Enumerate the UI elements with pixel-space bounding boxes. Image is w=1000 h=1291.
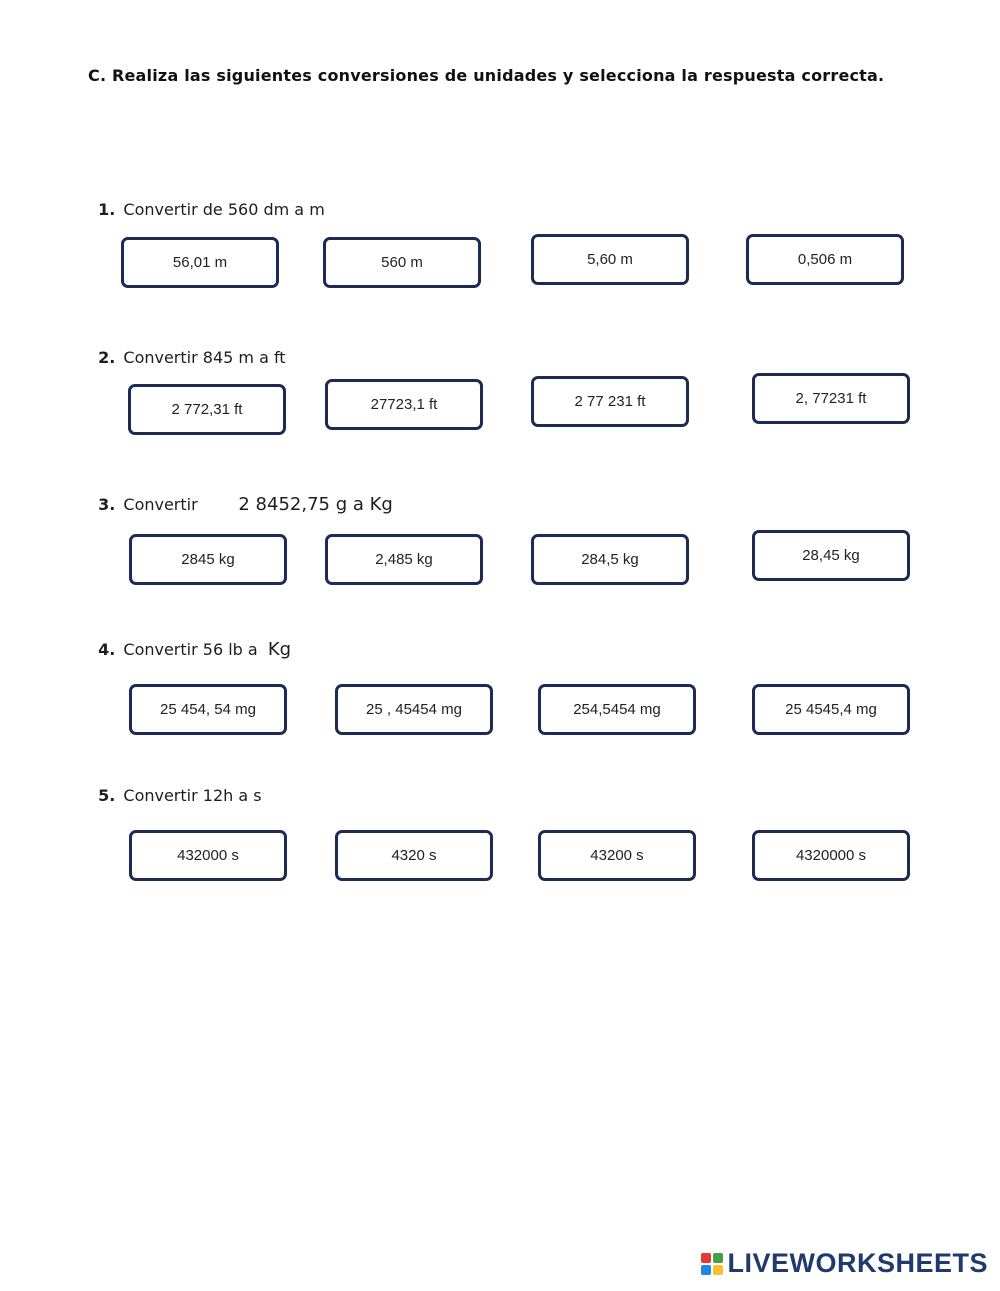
question-5 bbox=[88, 767, 262, 805]
question-number: 1. bbox=[98, 200, 116, 219]
question-text: Convertir 845 m a ft bbox=[123, 348, 286, 367]
liveworksheets-logo bbox=[701, 1248, 988, 1279]
answer-option-3c[interactable]: 284,5 kg bbox=[531, 534, 689, 585]
answer-option-2c[interactable]: 2 77 231 ft bbox=[531, 376, 689, 427]
logo-square-blue bbox=[701, 1265, 711, 1275]
answer-option-1d[interactable]: 0,506 m bbox=[746, 234, 904, 285]
question-2 bbox=[88, 329, 286, 367]
question-extra: Kg bbox=[267, 639, 292, 660]
answer-option-5d[interactable]: 4320000 s bbox=[752, 830, 910, 881]
logo-square-red bbox=[701, 1253, 711, 1263]
answer-option-4a[interactable]: 25 454, 54 mg bbox=[129, 684, 287, 735]
question-4 bbox=[88, 620, 291, 660]
question-text: Convertir de 560 dm a m bbox=[123, 200, 325, 219]
logo-square-green bbox=[713, 1253, 723, 1263]
answer-option-3d[interactable]: 28,45 kg bbox=[752, 530, 910, 581]
question-text: Convertir 12h a s bbox=[123, 786, 262, 805]
answer-option-4c[interactable]: 254,5454 mg bbox=[538, 684, 696, 735]
question-number: 4. bbox=[98, 640, 116, 659]
answer-option-4b[interactable]: 25 , 45454 mg bbox=[335, 684, 493, 735]
answer-option-2a[interactable]: 2 772,31 ft bbox=[128, 384, 286, 435]
question-text: Convertir 56 lb a bbox=[123, 640, 268, 659]
answer-option-1c[interactable]: 5,60 m bbox=[531, 234, 689, 285]
question-1 bbox=[88, 181, 325, 219]
question-text: Convertir bbox=[123, 495, 239, 514]
answer-option-1a[interactable]: 56,01 m bbox=[121, 237, 279, 288]
answer-option-3a[interactable]: 2845 kg bbox=[129, 534, 287, 585]
liveworksheets-logo-icon bbox=[701, 1253, 723, 1275]
answer-option-2b[interactable]: 27723,1 ft bbox=[325, 379, 483, 430]
worksheet-title: C. Realiza las siguientes conversiones de unidades y selecciona la respuesta correcta. bbox=[88, 66, 885, 85]
answer-option-1b[interactable]: 560 m bbox=[323, 237, 481, 288]
answer-option-2d[interactable]: 2, 77231 ft bbox=[752, 373, 910, 424]
answer-option-4d[interactable]: 25 4545,4 mg bbox=[752, 684, 910, 735]
answer-option-5c[interactable]: 43200 s bbox=[538, 830, 696, 881]
question-number: 5. bbox=[98, 786, 116, 805]
question-3 bbox=[88, 475, 393, 515]
answer-option-3b[interactable]: 2,485 kg bbox=[325, 534, 483, 585]
brand-name: LIVEWORKSHEETS bbox=[727, 1248, 988, 1278]
answer-option-5b[interactable]: 4320 s bbox=[335, 830, 493, 881]
question-number: 2. bbox=[98, 348, 116, 367]
answer-option-5a[interactable]: 432000 s bbox=[129, 830, 287, 881]
question-number: 3. bbox=[98, 495, 116, 514]
question-extra: 2 8452,75 g a Kg bbox=[238, 494, 393, 515]
logo-square-yellow bbox=[713, 1265, 723, 1275]
